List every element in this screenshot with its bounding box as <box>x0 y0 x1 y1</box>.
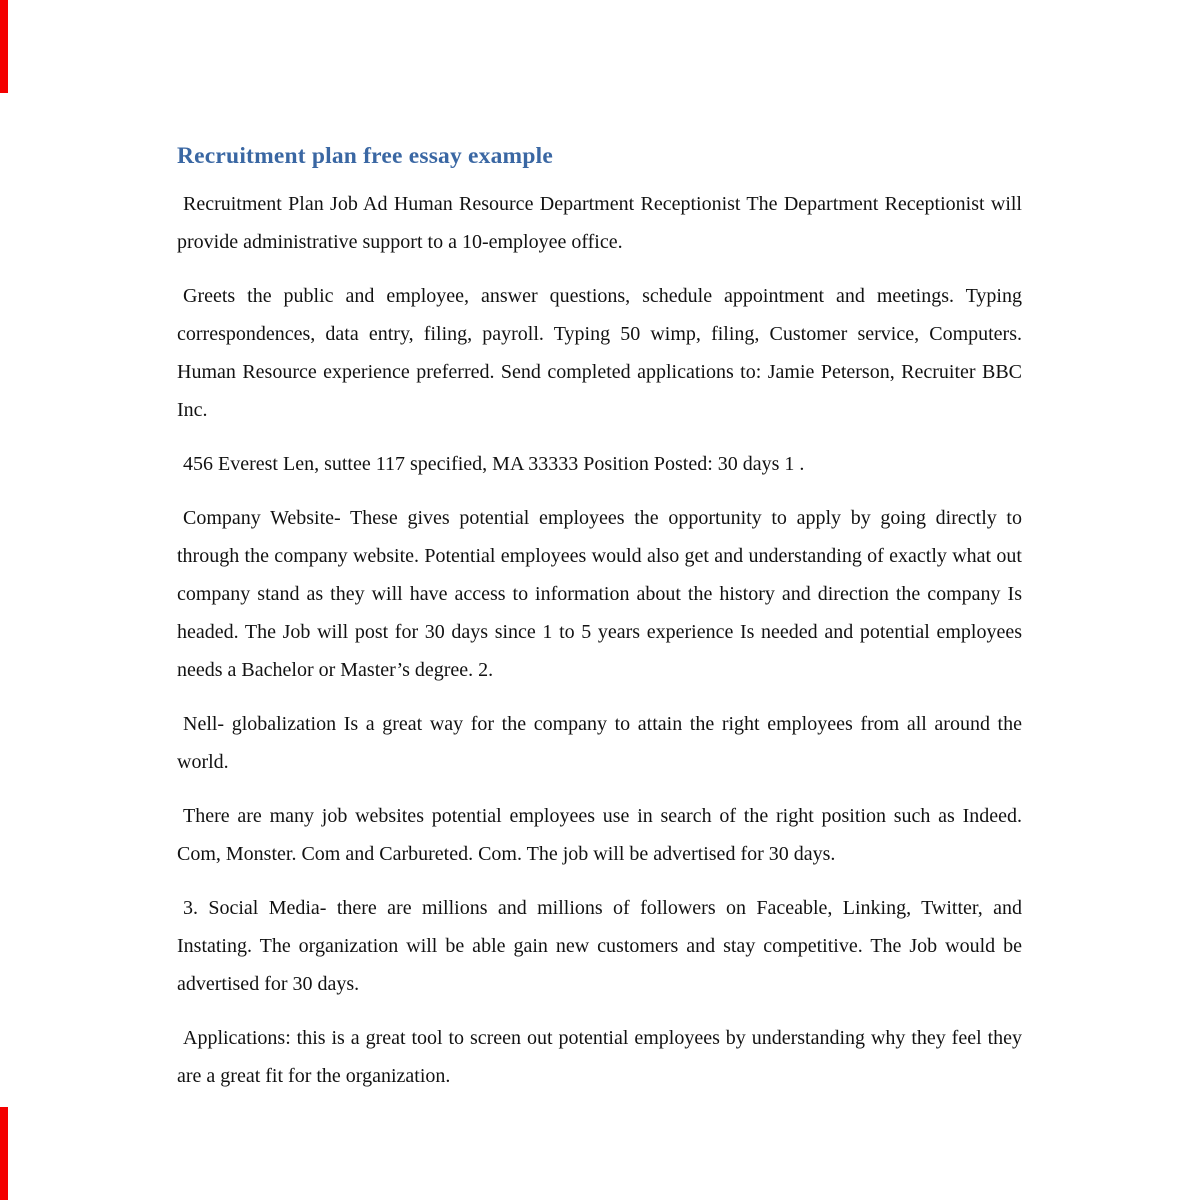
essay-paragraph-4: Company Website- These gives potential employees the opportunity to apply by going directly to through the company website. Potential employees would also get and understanding of exactly what out company stand as they will have access to information about the history and direction the company Is headed. The Job will post for 30 days since 1 to 5 years experience Is needed and potential employees needs a Bachelor or Master’s degree. 2. <box>177 507 1022 681</box>
essay-paragraph-8: Applications: this is a great tool to screen out potential employees by understanding why they feel they are a great fit for the organization. <box>177 1027 1022 1087</box>
essay-title: Recruitment plan free essay example <box>177 143 553 169</box>
essay-paragraph-6: There are many job websites potential employees use in search of the right position such as Indeed. Com, Monster. Com and Carbureted. Com. The job will be advertised for 30 days. <box>177 805 1022 865</box>
essay-paragraph-5: Nell- globalization Is a great way for the company to attain the right employees from all around the world. <box>177 713 1022 773</box>
left-edge-red-mark-top <box>0 0 8 93</box>
essay-paragraph-1: Recruitment Plan Job Ad Human Resource Department Receptionist The Department Receptionist will provide administrative support to a 10-employee office. <box>177 193 1022 253</box>
essay-paragraph-7: 3. Social Media- there are millions and millions of followers on Faceable, Linking, Twitter, and Instating. The organization will be able gain new customers and stay competitive. The Job would be advertised for 30 days. <box>177 897 1022 995</box>
essay-paragraph-3: 456 Everest Len, suttee 117 specified, MA 33333 Position Posted: 30 days 1 . <box>183 453 805 475</box>
left-edge-red-mark-bottom <box>0 1107 8 1200</box>
essay-paragraph-2: Greets the public and employee, answer questions, schedule appointment and meetings. Typing correspondences, data entry, filing, payroll. Typing 50 wimp, filing, Customer service, Computers. Human Resource experience preferred. Send completed applications to: Jamie Peterson, Recruiter BBC Inc. <box>177 285 1022 421</box>
